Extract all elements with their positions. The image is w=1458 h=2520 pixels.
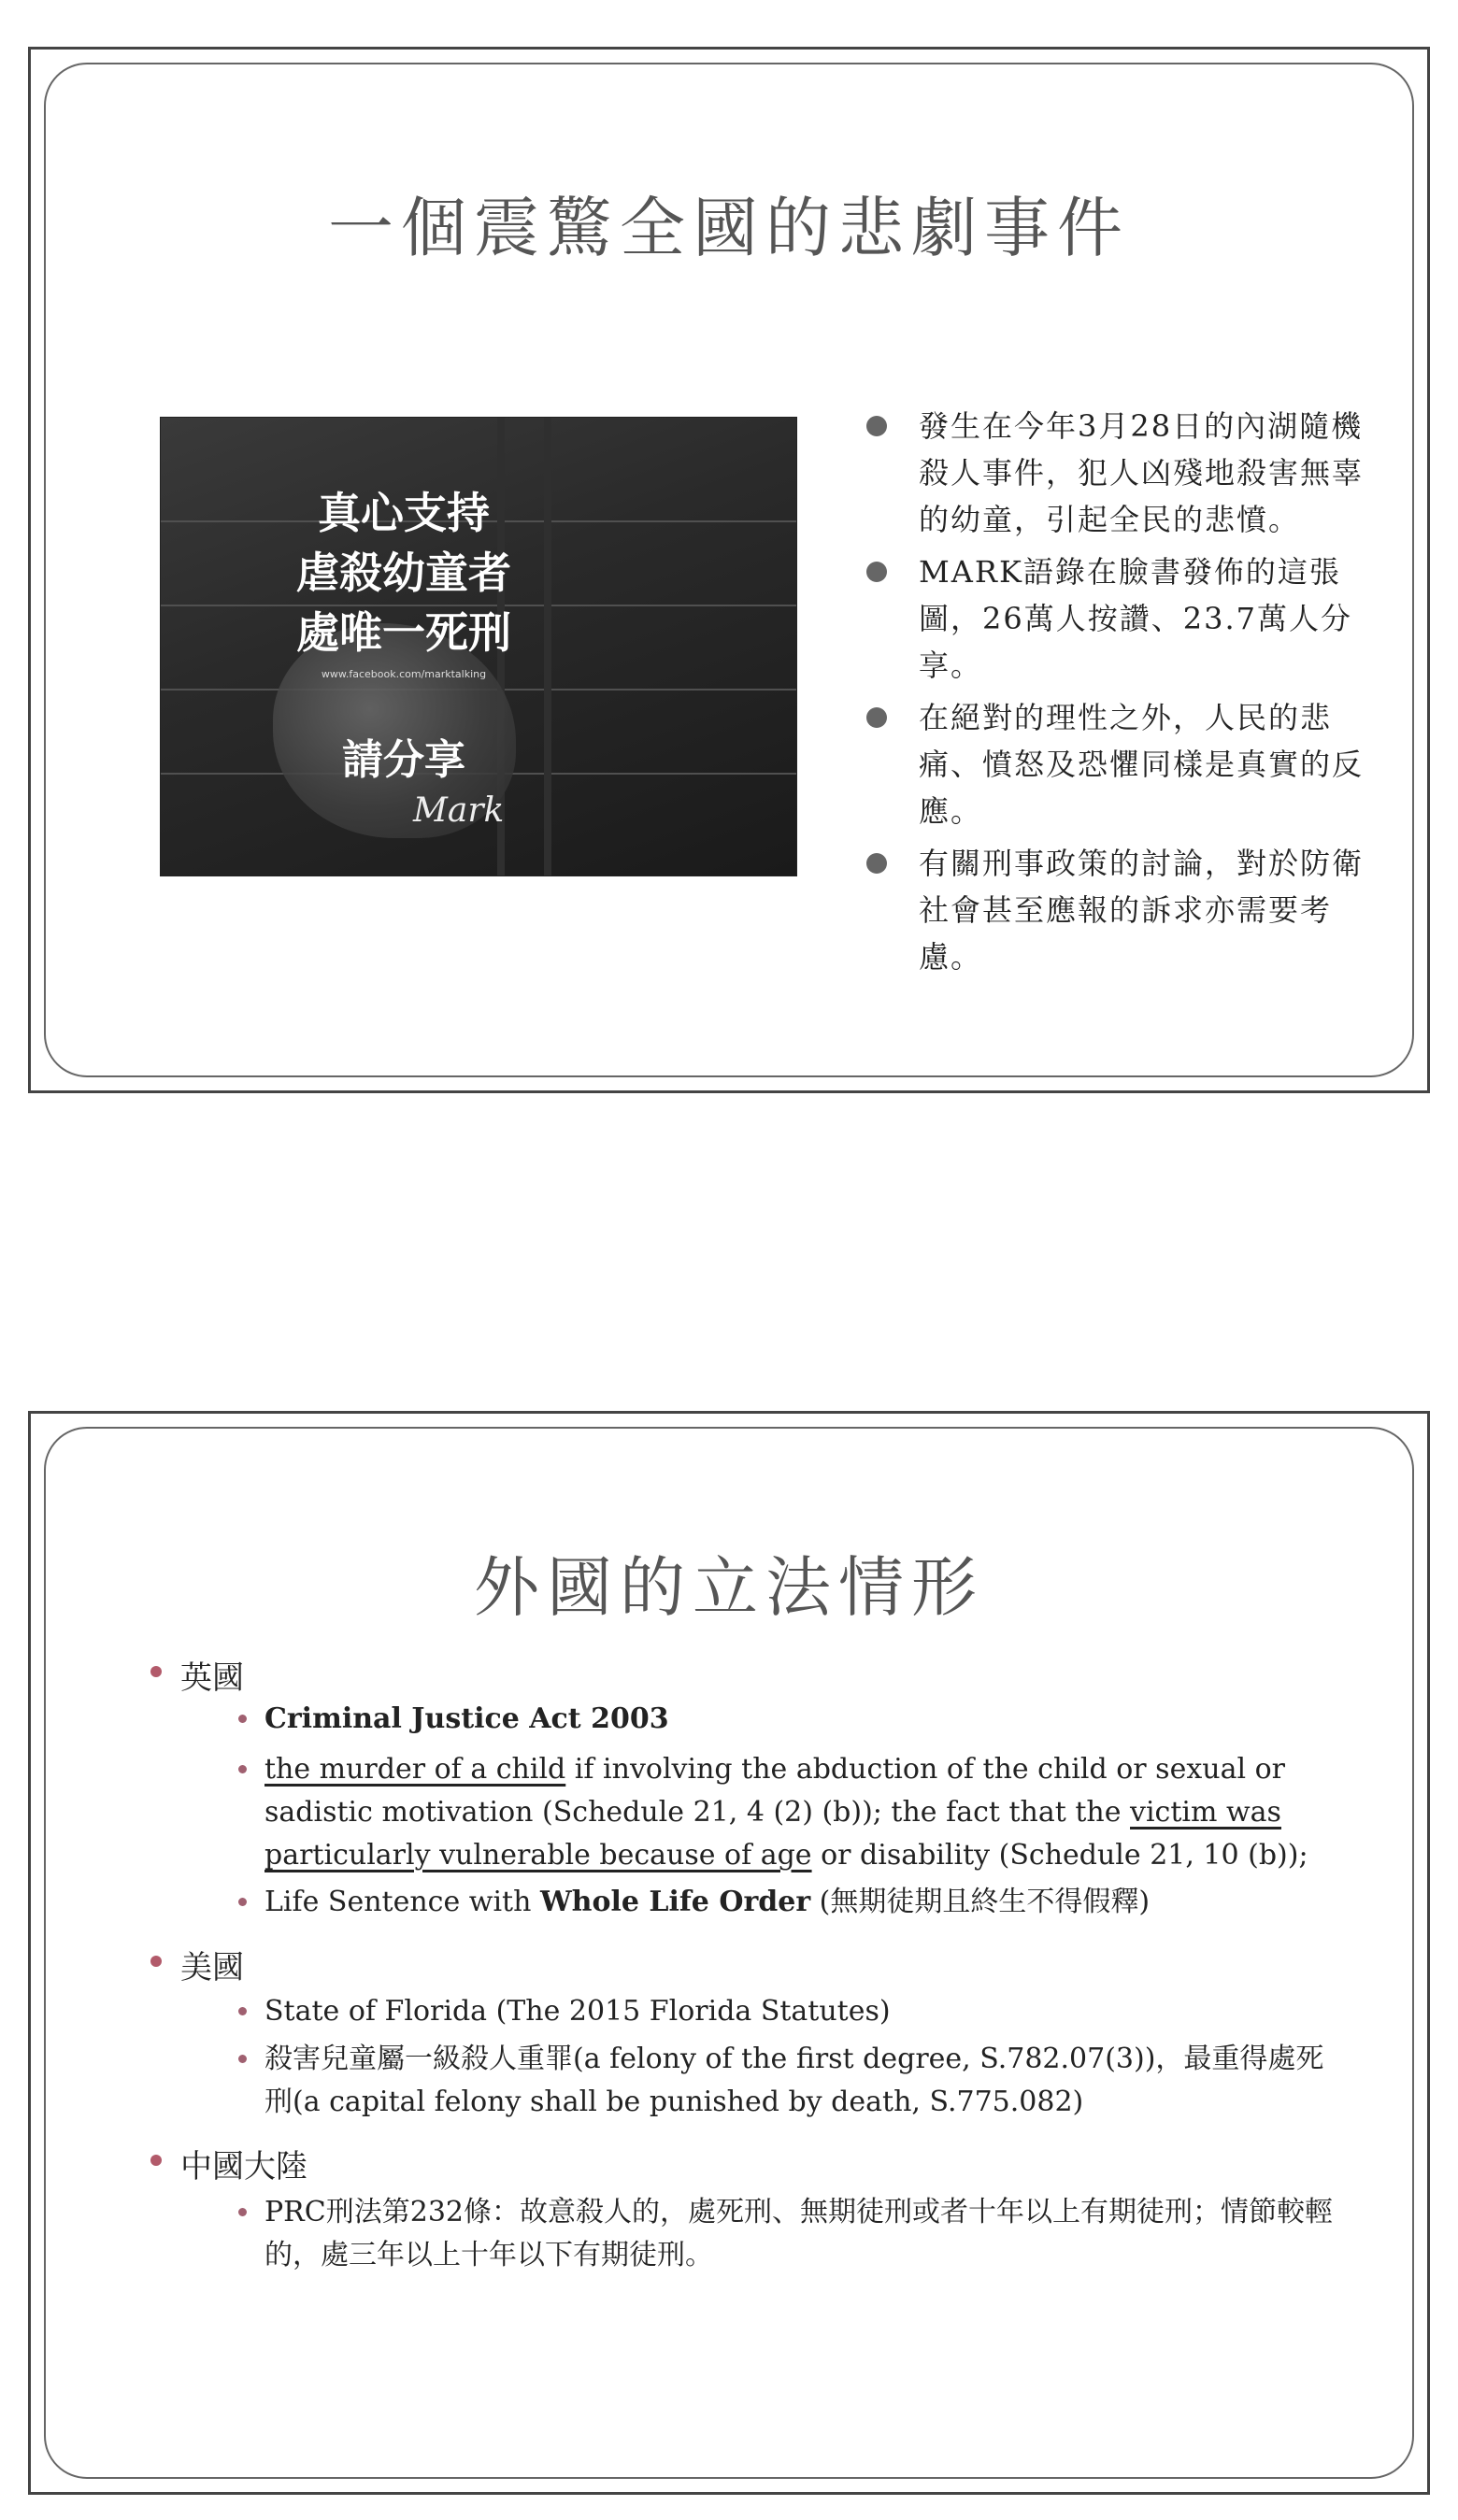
bullet-dot-icon [150,1666,162,1677]
bullet-dot-icon [150,2155,162,2166]
photo-url: www.facebook.com/marktalking [321,668,487,680]
slide-2-title: 外國的立法情形 [474,1549,984,1626]
photo-signature: Mark [413,791,505,830]
cn-provision: PRC刑法第232條：故意殺人的，處死刑、無期徒刑或者十年以上有期徒刑；情節較輕的，處三年以上十年以下有期徒刑。 [264,2191,1339,2277]
uk-heading: 英國 [180,1652,244,1698]
campaign-photo [160,417,797,876]
list-item: 發生在今年3月28日的內湖隨機殺人事件，犯人凶殘地殺害無辜的幼童，引起全民的悲憤。 [863,403,1386,543]
uk-act: Criminal Justice Act 2003 [264,1698,1339,1741]
us-heading: 美國 [180,1942,244,1987]
us-statute: State of Florida (The 2015 Florida Statutes) [264,1990,1339,2033]
cn-heading: 中國大陸 [180,2141,307,2186]
slide-1-bullets [863,403,1386,986]
bullet-dot-icon [866,853,887,874]
slide-1 [28,47,1430,1093]
bullet-dot-icon [238,1898,247,1906]
bullet-dot-icon [238,1715,247,1723]
bullet-dot-icon [866,562,887,582]
bullet-dot-icon [150,1956,162,1967]
slide-2 [28,1411,1430,2495]
bullet-dot-icon [238,2055,247,2063]
us-provision: 殺害兒童屬一級殺人重罪(a felony of the first degree, S.782.07(3))，最重得處死刑(a capital felony shall be punished by death, S.775.082) [264,2038,1339,2124]
list-item: 有關刑事政策的討論，對於防衛社會甚至應報的訴求亦需要考慮。 [863,840,1386,980]
bullet-dot-icon [238,2208,247,2216]
list-item: MARK語錄在臉書發佈的這張圖，26萬人按讚、23.7萬人分享。 [863,548,1386,689]
photo-line-2: 虐殺幼童者 [296,548,511,598]
bullet-dot-icon [238,2007,247,2015]
slide-1-title: 一個震驚全國的悲劇事件 [328,190,1130,266]
photo-share-text: 請分享 [342,736,465,784]
uk-provision: the murder of a child if involving the abduction of the child or sexual or sadistic motivation (Schedule 21, 4 (2) (b)); the fact that the victim was particularly vulnerable because of age or disability (Schedule 21, 10 (b)); [264,1748,1339,1877]
bullet-dot-icon [866,707,887,728]
bullet-dot-icon [866,416,887,436]
photo-line-3: 處唯一死刑 [296,607,511,658]
list-item: 在絕對的理性之外，人民的悲痛、憤怒及恐懼同樣是真實的反應。 [863,694,1386,834]
bullet-dot-icon [238,1765,247,1773]
uk-sentence: Life Sentence with Whole Life Order (無期徒期且終生不得假釋) [264,1881,1339,1924]
photo-line-1: 真心支持 [318,488,490,538]
